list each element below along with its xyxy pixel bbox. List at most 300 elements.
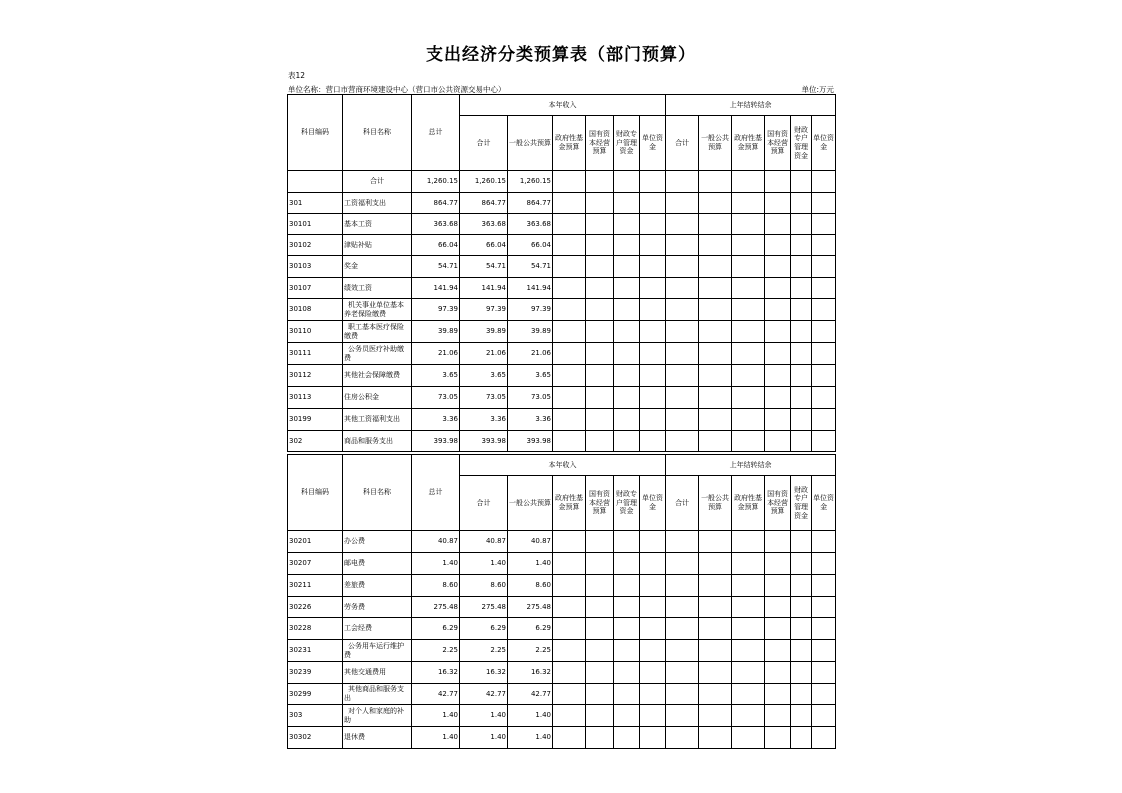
empty-cell — [640, 299, 666, 321]
empty-cell — [614, 575, 640, 597]
empty-cell — [699, 214, 732, 235]
empty-cell — [812, 171, 836, 193]
empty-cell — [614, 299, 640, 321]
subject-name-cell: 住房公积金 — [343, 387, 412, 409]
general-budget-cell: 8.60 — [508, 575, 553, 597]
empty-cell — [699, 662, 732, 684]
current-sum-cell: 54.71 — [460, 256, 508, 278]
empty-cell — [614, 409, 640, 431]
empty-cell — [791, 575, 812, 597]
empty-cell — [553, 365, 586, 387]
header-grand-total: 总计 — [412, 455, 460, 531]
current-sum-cell: 275.48 — [460, 597, 508, 618]
empty-cell — [640, 214, 666, 235]
empty-cell — [791, 343, 812, 365]
empty-cell — [732, 387, 765, 409]
empty-cell — [791, 256, 812, 278]
header-current-col: 单位资金 — [640, 476, 666, 531]
subject-code-cell: 30102 — [288, 235, 343, 256]
empty-cell — [765, 684, 791, 705]
table-row — [288, 299, 836, 321]
empty-cell — [586, 618, 614, 640]
table-row — [288, 553, 836, 575]
empty-cell — [699, 387, 732, 409]
empty-cell — [666, 705, 699, 727]
subject-code-cell: 301 — [288, 193, 343, 214]
empty-cell — [553, 409, 586, 431]
table-row — [288, 531, 836, 553]
empty-cell — [666, 553, 699, 575]
header-prior-col: 财政专户管理资金 — [791, 476, 812, 531]
empty-cell — [640, 553, 666, 575]
general-budget-cell: 39.89 — [508, 321, 553, 343]
empty-cell — [666, 727, 699, 749]
budget-table-part-1 — [287, 94, 836, 452]
current-sum-cell: 8.60 — [460, 575, 508, 597]
table-row — [288, 214, 836, 235]
general-budget-cell: 1.40 — [508, 727, 553, 749]
header-prior-year-carryover: 上年结转结余 — [666, 455, 836, 476]
empty-cell — [732, 193, 765, 214]
empty-cell — [586, 684, 614, 705]
empty-cell — [614, 387, 640, 409]
empty-cell — [640, 431, 666, 452]
empty-cell — [732, 640, 765, 662]
empty-cell — [640, 575, 666, 597]
empty-cell — [812, 343, 836, 365]
empty-cell — [791, 431, 812, 452]
general-budget-cell: 16.32 — [508, 662, 553, 684]
header-prior-col: 一般公共预算 — [699, 476, 732, 531]
header-current-col: 财政专户管理资金 — [614, 476, 640, 531]
empty-cell — [586, 256, 614, 278]
empty-cell — [586, 409, 614, 431]
subject-name-cell: 基本工资 — [343, 214, 412, 235]
empty-cell — [553, 235, 586, 256]
empty-cell — [586, 193, 614, 214]
header-current-col: 国有资本经营预算 — [586, 476, 614, 531]
subject-code-cell: 30199 — [288, 409, 343, 431]
current-sum-cell: 2.25 — [460, 640, 508, 662]
empty-cell — [791, 235, 812, 256]
total-cell: 1,260.15 — [412, 171, 460, 193]
empty-cell — [812, 553, 836, 575]
empty-cell — [553, 553, 586, 575]
empty-cell — [732, 235, 765, 256]
table-row — [288, 727, 836, 749]
header-subject-code: 科目编码 — [288, 455, 343, 531]
subject-name-cell: 邮电费 — [343, 553, 412, 575]
empty-cell — [812, 684, 836, 705]
header-current-col: 财政专户管理资金 — [614, 116, 640, 171]
empty-cell — [586, 299, 614, 321]
empty-cell — [614, 597, 640, 618]
total-cell: 21.06 — [412, 343, 460, 365]
empty-cell — [791, 618, 812, 640]
empty-cell — [666, 531, 699, 553]
empty-cell — [699, 727, 732, 749]
current-sum-cell: 864.77 — [460, 193, 508, 214]
table-row — [288, 575, 836, 597]
empty-cell — [640, 365, 666, 387]
subject-name-cell: 对个人和家庭的补助 — [343, 705, 412, 727]
empty-cell — [791, 531, 812, 553]
subject-name-cell: 差旅费 — [343, 575, 412, 597]
total-cell: 73.05 — [412, 387, 460, 409]
empty-cell — [812, 727, 836, 749]
empty-cell — [553, 618, 586, 640]
general-budget-cell: 21.06 — [508, 343, 553, 365]
empty-cell — [614, 256, 640, 278]
subject-name-cell: 工资福利支出 — [343, 193, 412, 214]
table-row — [288, 684, 836, 705]
empty-cell — [666, 299, 699, 321]
empty-cell — [812, 431, 836, 452]
empty-cell — [553, 705, 586, 727]
subject-name-cell: 工会经费 — [343, 618, 412, 640]
empty-cell — [614, 278, 640, 299]
empty-cell — [553, 343, 586, 365]
header-current-col: 一般公共预算 — [508, 116, 553, 171]
empty-cell — [732, 214, 765, 235]
subject-code-cell — [288, 171, 343, 193]
subject-name-cell: 商品和服务支出 — [343, 431, 412, 452]
empty-cell — [765, 299, 791, 321]
table-row — [288, 365, 836, 387]
empty-cell — [553, 597, 586, 618]
total-cell: 97.39 — [412, 299, 460, 321]
general-budget-cell: 3.65 — [508, 365, 553, 387]
empty-cell — [666, 409, 699, 431]
empty-cell — [765, 214, 791, 235]
empty-cell — [812, 193, 836, 214]
empty-cell — [586, 531, 614, 553]
header-current-year-income: 本年收入 — [460, 455, 666, 476]
table-row — [288, 640, 836, 662]
empty-cell — [812, 575, 836, 597]
subject-name-cell: 合计 — [343, 171, 412, 193]
header-prior-col: 国有资本经营预算 — [765, 476, 791, 531]
general-budget-cell: 6.29 — [508, 618, 553, 640]
empty-cell — [699, 531, 732, 553]
subject-code-cell: 30231 — [288, 640, 343, 662]
empty-cell — [699, 597, 732, 618]
empty-cell — [699, 684, 732, 705]
current-sum-cell: 1,260.15 — [460, 171, 508, 193]
table-row — [288, 618, 836, 640]
total-cell: 1.40 — [412, 553, 460, 575]
empty-cell — [812, 278, 836, 299]
empty-cell — [791, 278, 812, 299]
empty-cell — [732, 684, 765, 705]
empty-cell — [666, 640, 699, 662]
empty-cell — [614, 171, 640, 193]
subject-name-cell: 办公费 — [343, 531, 412, 553]
empty-cell — [765, 365, 791, 387]
empty-cell — [732, 171, 765, 193]
header-current-year-income: 本年收入 — [460, 95, 666, 116]
empty-cell — [732, 321, 765, 343]
current-sum-cell: 42.77 — [460, 684, 508, 705]
document-title: 支出经济分类预算表（部门预算） — [426, 45, 696, 65]
empty-cell — [732, 343, 765, 365]
table-row — [288, 321, 836, 343]
empty-cell — [586, 575, 614, 597]
current-sum-cell: 393.98 — [460, 431, 508, 452]
empty-cell — [791, 597, 812, 618]
empty-cell — [614, 531, 640, 553]
empty-cell — [640, 684, 666, 705]
empty-cell — [699, 299, 732, 321]
header-current-col: 一般公共预算 — [508, 476, 553, 531]
empty-cell — [812, 705, 836, 727]
empty-cell — [640, 597, 666, 618]
empty-cell — [732, 256, 765, 278]
subject-code-cell: 30113 — [288, 387, 343, 409]
empty-cell — [765, 193, 791, 214]
total-cell: 1.40 — [412, 705, 460, 727]
empty-cell — [765, 387, 791, 409]
subject-name-cell: 劳务费 — [343, 597, 412, 618]
subject-name-cell: 退休费 — [343, 727, 412, 749]
subject-code-cell: 30207 — [288, 553, 343, 575]
general-budget-cell: 97.39 — [508, 299, 553, 321]
empty-cell — [553, 684, 586, 705]
empty-cell — [765, 256, 791, 278]
empty-cell — [586, 343, 614, 365]
empty-cell — [765, 553, 791, 575]
empty-cell — [666, 365, 699, 387]
general-budget-cell: 3.36 — [508, 409, 553, 431]
empty-cell — [640, 387, 666, 409]
empty-cell — [765, 705, 791, 727]
empty-cell — [812, 597, 836, 618]
subject-name-cell: 绩效工资 — [343, 278, 412, 299]
empty-cell — [791, 365, 812, 387]
empty-cell — [666, 662, 699, 684]
empty-cell — [640, 618, 666, 640]
subject-name-cell: 奖金 — [343, 256, 412, 278]
empty-cell — [614, 193, 640, 214]
empty-cell — [614, 705, 640, 727]
empty-cell — [812, 214, 836, 235]
empty-cell — [614, 553, 640, 575]
empty-cell — [812, 387, 836, 409]
general-budget-cell: 141.94 — [508, 278, 553, 299]
empty-cell — [791, 553, 812, 575]
empty-cell — [732, 662, 765, 684]
empty-cell — [699, 575, 732, 597]
empty-cell — [812, 618, 836, 640]
empty-cell — [699, 256, 732, 278]
empty-cell — [765, 618, 791, 640]
table-row — [288, 235, 836, 256]
empty-cell — [765, 409, 791, 431]
subject-code-cell: 30228 — [288, 618, 343, 640]
empty-cell — [586, 214, 614, 235]
empty-cell — [586, 662, 614, 684]
subject-code-cell: 30302 — [288, 727, 343, 749]
empty-cell — [586, 553, 614, 575]
empty-cell — [732, 299, 765, 321]
general-budget-cell: 1,260.15 — [508, 171, 553, 193]
subject-code-cell: 30108 — [288, 299, 343, 321]
empty-cell — [553, 575, 586, 597]
unit-of-measure-label: 单位:万元 — [801, 85, 834, 94]
empty-cell — [765, 727, 791, 749]
empty-cell — [791, 640, 812, 662]
table-row — [288, 256, 836, 278]
current-sum-cell: 141.94 — [460, 278, 508, 299]
unit-name-label: 单位名称：营口市营商环境建设中心（营口市公共资源交易中心） — [288, 85, 506, 94]
empty-cell — [699, 618, 732, 640]
empty-cell — [586, 321, 614, 343]
table-row — [288, 278, 836, 299]
header-grand-total: 总计 — [412, 95, 460, 171]
subject-code-cell: 30110 — [288, 321, 343, 343]
subject-code-cell: 30211 — [288, 575, 343, 597]
header-prior-col: 合计 — [666, 476, 699, 531]
empty-cell — [699, 278, 732, 299]
empty-cell — [732, 431, 765, 452]
header-prior-col: 单位资金 — [812, 476, 836, 531]
current-sum-cell: 39.89 — [460, 321, 508, 343]
empty-cell — [699, 409, 732, 431]
empty-cell — [765, 597, 791, 618]
empty-cell — [765, 575, 791, 597]
empty-cell — [640, 343, 666, 365]
empty-cell — [765, 431, 791, 452]
current-sum-cell: 21.06 — [460, 343, 508, 365]
total-cell: 363.68 — [412, 214, 460, 235]
empty-cell — [553, 171, 586, 193]
empty-cell — [699, 343, 732, 365]
empty-cell — [812, 299, 836, 321]
current-sum-cell: 73.05 — [460, 387, 508, 409]
total-cell: 3.65 — [412, 365, 460, 387]
empty-cell — [640, 193, 666, 214]
empty-cell — [791, 321, 812, 343]
general-budget-cell: 275.48 — [508, 597, 553, 618]
empty-cell — [812, 365, 836, 387]
empty-cell — [553, 387, 586, 409]
header-prior-col: 财政专户管理资金 — [791, 116, 812, 171]
empty-cell — [765, 640, 791, 662]
general-budget-cell: 66.04 — [508, 235, 553, 256]
general-budget-cell: 73.05 — [508, 387, 553, 409]
header-current-col: 合计 — [460, 476, 508, 531]
total-cell: 2.25 — [412, 640, 460, 662]
general-budget-cell: 864.77 — [508, 193, 553, 214]
total-cell: 3.36 — [412, 409, 460, 431]
general-budget-cell: 1.40 — [508, 553, 553, 575]
empty-cell — [666, 684, 699, 705]
total-cell: 6.29 — [412, 618, 460, 640]
table-row — [288, 705, 836, 727]
empty-cell — [791, 662, 812, 684]
current-sum-cell: 16.32 — [460, 662, 508, 684]
empty-cell — [666, 256, 699, 278]
empty-cell — [640, 235, 666, 256]
empty-cell — [791, 684, 812, 705]
empty-cell — [732, 705, 765, 727]
empty-cell — [732, 278, 765, 299]
empty-cell — [699, 193, 732, 214]
total-cell: 393.98 — [412, 431, 460, 452]
subject-code-cell: 30201 — [288, 531, 343, 553]
empty-cell — [640, 705, 666, 727]
empty-cell — [640, 321, 666, 343]
empty-cell — [699, 553, 732, 575]
header-prior-col: 政府性基金预算 — [732, 116, 765, 171]
empty-cell — [614, 343, 640, 365]
empty-cell — [553, 662, 586, 684]
empty-cell — [812, 531, 836, 553]
budget-table-part-2 — [287, 454, 836, 749]
empty-cell — [614, 365, 640, 387]
general-budget-cell: 54.71 — [508, 256, 553, 278]
subject-name-cell: 其他商品和服务支出 — [343, 684, 412, 705]
table-number: 表12 — [288, 71, 306, 80]
empty-cell — [666, 387, 699, 409]
empty-cell — [666, 597, 699, 618]
empty-cell — [586, 705, 614, 727]
empty-cell — [699, 365, 732, 387]
empty-cell — [586, 727, 614, 749]
table-row — [288, 597, 836, 618]
empty-cell — [812, 409, 836, 431]
empty-cell — [640, 727, 666, 749]
empty-cell — [699, 705, 732, 727]
empty-cell — [699, 431, 732, 452]
empty-cell — [732, 409, 765, 431]
header-prior-col: 合计 — [666, 116, 699, 171]
empty-cell — [666, 214, 699, 235]
empty-cell — [791, 727, 812, 749]
header-prior-col: 政府性基金预算 — [732, 476, 765, 531]
subject-code-cell: 30103 — [288, 256, 343, 278]
subject-name-cell: 其他工资福利支出 — [343, 409, 412, 431]
empty-cell — [812, 640, 836, 662]
total-cell: 141.94 — [412, 278, 460, 299]
empty-cell — [812, 256, 836, 278]
header-current-col: 单位资金 — [640, 116, 666, 171]
general-budget-cell: 363.68 — [508, 214, 553, 235]
empty-cell — [791, 193, 812, 214]
empty-cell — [640, 171, 666, 193]
subject-code-cell: 30239 — [288, 662, 343, 684]
current-sum-cell: 1.40 — [460, 705, 508, 727]
empty-cell — [812, 235, 836, 256]
empty-cell — [553, 193, 586, 214]
header-current-col: 合计 — [460, 116, 508, 171]
empty-cell — [640, 278, 666, 299]
empty-cell — [699, 235, 732, 256]
empty-cell — [666, 321, 699, 343]
empty-cell — [765, 278, 791, 299]
empty-cell — [614, 727, 640, 749]
empty-cell — [732, 531, 765, 553]
total-cell: 40.87 — [412, 531, 460, 553]
subject-code-cell: 30111 — [288, 343, 343, 365]
subject-name-cell: 津贴补贴 — [343, 235, 412, 256]
empty-cell — [732, 553, 765, 575]
table-row — [288, 387, 836, 409]
current-sum-cell: 1.40 — [460, 727, 508, 749]
subject-code-cell: 30101 — [288, 214, 343, 235]
empty-cell — [765, 343, 791, 365]
current-sum-cell: 1.40 — [460, 553, 508, 575]
